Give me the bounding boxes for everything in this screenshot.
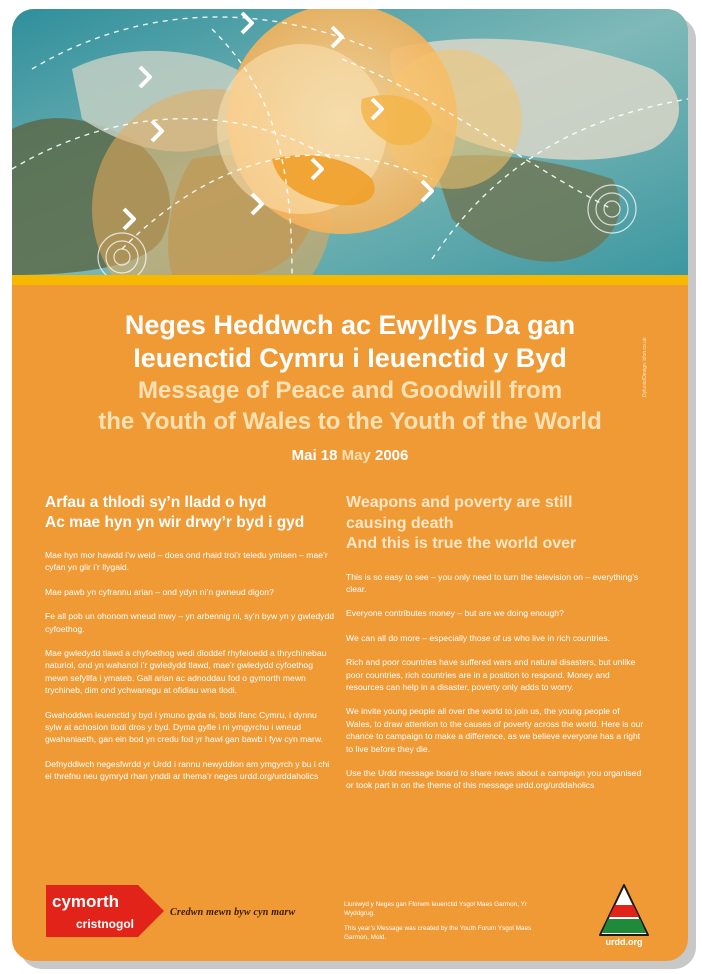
logo-text-line2: cristnogol (76, 917, 135, 931)
world-map-illustration (12, 9, 688, 275)
english-paragraph: We can all do more – especially those of us who live in rich countries. (346, 632, 610, 643)
welsh-column (45, 493, 335, 795)
english-heading-line3: And this is true the world over (346, 535, 577, 552)
logo-text-line1: cymorth (52, 892, 120, 911)
english-credit: This year’s Message was created by the Youth Forum Ysgol Maes Garmon, Mold. (344, 925, 532, 941)
english-paragraph: Rich and poor countries have suffered wars and natural disasters, but unlike poor countries, rich countries are in a position to respond. Money and resources can help in a disaster, poverty only adds to worry. (346, 657, 636, 692)
english-title-line2: the Youth of Wales to the Youth of the World (98, 408, 602, 435)
welsh-heading-line1: Arfau a thlodi sy’n lladd o hyd (45, 494, 267, 511)
english-paragraph: Use the Urdd message board to share news about a campaign you organised or took part in on the theme of this message urdd.org/urddaholics (346, 767, 642, 791)
english-heading-line1: Weapons and poverty are still (346, 494, 573, 511)
date-english: May (341, 447, 371, 464)
welsh-paragraph: Defnyddiwch negesfwrdd yr Urdd i rannu newyddion am ymgyrch y bu i chi ei threfnu neu gymryd rhan ynddi ar thema’r neges urdd.org/urddaholics (45, 758, 330, 782)
title-block (12, 309, 688, 464)
welsh-heading (45, 493, 335, 533)
date-welsh: Mai 18 (291, 447, 342, 464)
english-heading (346, 493, 646, 555)
welsh-paragraph: Mae pawb yn cyfrannu arian – ond ydyn ni’n gwneud digon? (45, 586, 274, 597)
welsh-paragraph: Fe all pob un ohonom wneud mwy – yn arbennig ni, sy’n byw yn y gwledydd cyfoethog. (45, 611, 335, 634)
cymorth-cristnogol-logo (46, 883, 166, 941)
welsh-paragraph: Mae hyn mor hawdd i’w weld – does ond rhaid troi’r teledu ymlaen – mae’r cyfan yn glir i’r llygaid. (45, 550, 328, 573)
urdd-label: urdd.org (605, 937, 643, 947)
welsh-paragraph: Gwahoddwn ieuenctid y byd i ymuno gyda ni, bobl ifanc Cymru, i dynnu sylw at achosion tlodi dros y byd. Dyma gyfle i ni ymgyrchu i wneud gwahaniaeth, gan ein bod yn credu fod yr hawl gan bawb i fyw cyn marw. (45, 709, 324, 745)
date-line (12, 447, 688, 464)
footer-credits (344, 901, 544, 949)
welsh-title-line2: Ieuenctid Cymru i Ieuenctid y Byd (133, 343, 567, 373)
tagline: Credwn mewn byw cyn marw (170, 907, 296, 918)
english-paragraph: We invite young people all over the world to join us, the young people of Wales, to draw attention to the causes of poverty across the world. Here is our chance to campaign to make a difference, as we believe everyone has a right to live before they die. (346, 706, 644, 754)
english-column (346, 493, 646, 804)
date-year: 2006 (370, 447, 409, 464)
english-heading-line2: causing death (346, 514, 454, 532)
english-paragraph: Everyone contributes money – but are we doing enough? (346, 608, 564, 619)
poster (12, 9, 688, 961)
welsh-title-line1: Neges Heddwch ac Ewyllys Da gan (124, 310, 576, 340)
welsh-paragraph: Mae gwledydd tlawd a chyfoethog wedi dioddef rhyfeloedd a thrychinebau naturiol, ond yn wahanol i’r gwledydd tlawd, mae’r gwledydd cyfoethog mewn sefyllfa i ymateb. Gall arian ac adnoddau fod o gymorth mewn trychineb, dim ond ychwanegu at ofidiau wna tlodi. (45, 648, 327, 696)
english-paragraph: This is so easy to see – you only need to turn the television on – everything’s clear. (346, 571, 639, 594)
design-credit: Dylunio/Design: bfon.co.uk (642, 337, 648, 397)
english-title-line1: Message of Peace and Goodwill from (137, 377, 563, 404)
yellow-stripe (12, 275, 688, 285)
welsh-credit: Lluniwyd y Neges gan Fforwm Ieuenctid Ysgol Maes Garmon, Yr Wyddgrug. (344, 901, 528, 917)
welsh-heading-line2: Ac mae hyn yn wir drwy’r byd i gyd (45, 514, 305, 531)
